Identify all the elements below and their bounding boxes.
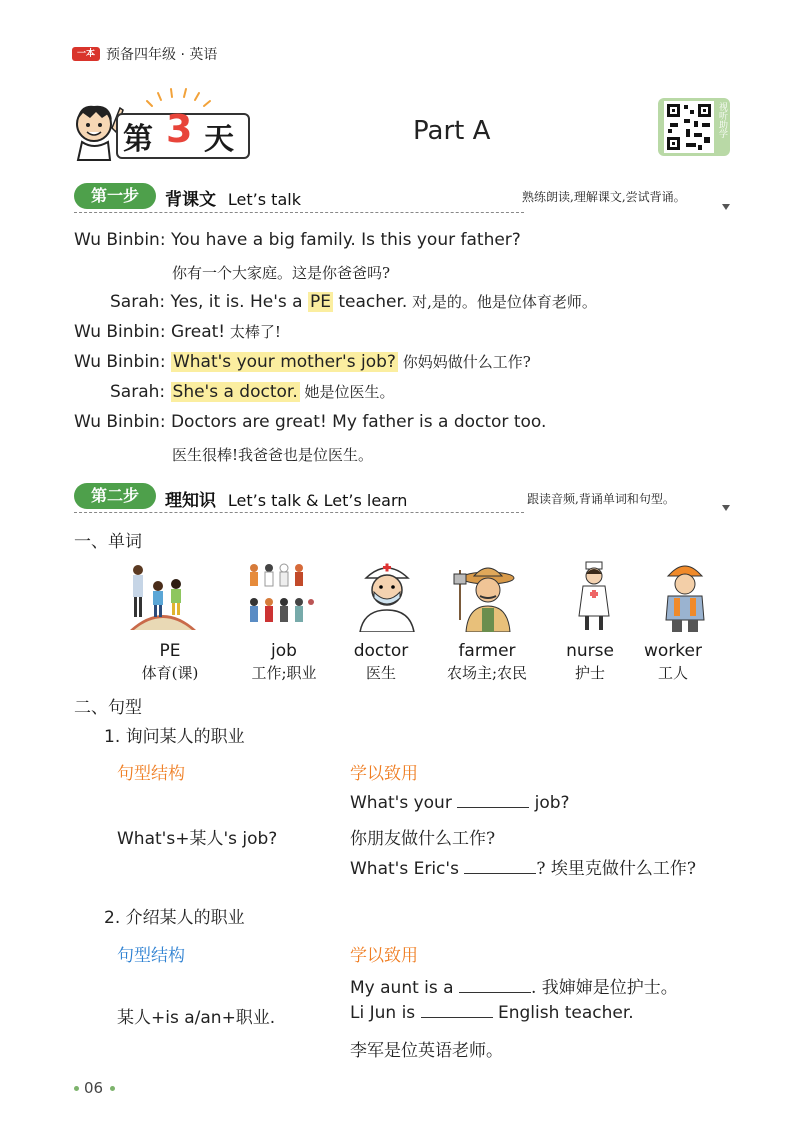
dialogue-text: You have a big family. Is this your father? (170, 230, 521, 250)
practice-translation: 李军是位英语老师。 (350, 1041, 503, 1061)
practice-text: Li Jun is (350, 1003, 421, 1023)
practice-translation: 你朋友做什么工作? (350, 829, 496, 849)
vocab-translation: 体育(课) (141, 664, 199, 682)
dialogue-line (74, 230, 521, 250)
step2-subtitle: Let’s talk & Let’s learn (227, 491, 408, 510)
page-dot-right (110, 1086, 115, 1091)
speaker: Sarah: (110, 292, 166, 312)
dialogue-line (74, 412, 546, 432)
practice-text: What's your (350, 793, 458, 813)
dialogue-line (74, 321, 281, 342)
step2-note: 跟读音频,背诵单词和句型。 (527, 492, 675, 506)
highlight-text: PE (309, 292, 331, 312)
step2-divider (74, 512, 524, 513)
dialogue-text: teacher. (332, 292, 408, 312)
sentences-heading: 二、句型 (74, 698, 142, 718)
dialogue-text: Yes, it is. He's a (170, 292, 308, 312)
step2-pill: 第二步 (74, 483, 156, 509)
qr-code-icon[interactable] (664, 101, 714, 153)
fill-blank[interactable] (459, 978, 531, 993)
vocab-translation: 农场主;农民 (446, 664, 528, 682)
day-label-prefix: 第 (123, 122, 153, 157)
step1-title-cn: 背课文 (165, 190, 216, 210)
vocab-word: farmer (458, 641, 516, 661)
fill-blank[interactable] (421, 1003, 493, 1018)
vocab-translation: 医生 (365, 664, 396, 682)
vocab-word: worker (644, 641, 702, 661)
brand-logo: 一本 (72, 47, 100, 61)
nurse-illustration-icon (559, 560, 629, 632)
speaker: Wu Binbin: (74, 230, 166, 250)
vocab-word: PE (159, 641, 181, 661)
triangle-marker-icon (722, 505, 730, 511)
part-title: Part A (413, 116, 491, 146)
practice-line (350, 973, 678, 998)
practice-line (350, 1003, 634, 1023)
speaker: Sarah: (110, 382, 166, 402)
pattern2-structure-label: 句型结构 (117, 946, 185, 966)
pe-illustration-icon (128, 560, 198, 632)
speaker: Wu Binbin: (74, 352, 166, 372)
step1-divider (74, 212, 524, 213)
vocab-translation: 工作;职业 (251, 664, 317, 682)
step1-note: 熟练朗读,理解课文,尝试背诵。 (522, 190, 686, 204)
page-number: 06 (84, 1079, 104, 1097)
speaker: Wu Binbin: (74, 412, 166, 432)
day-number: 3 (166, 107, 193, 151)
vocab-word: doctor (353, 641, 409, 661)
vocab-word: nurse (566, 641, 614, 661)
fill-blank[interactable] (457, 793, 529, 808)
pattern1-practice-label: 学以致用 (350, 764, 418, 784)
farmer-illustration-icon (452, 560, 522, 632)
step1-subtitle: Let’s talk (227, 190, 301, 209)
pattern2-structure: 某人+is a/an+职业. (117, 1008, 276, 1028)
pattern1-structure-label: 句型结构 (117, 764, 185, 784)
dialogue-translation: 太棒了! (225, 323, 281, 341)
dialogue-text: Doctors are great! My father is a doctor too. (170, 412, 547, 432)
page-dot-left (74, 1086, 79, 1091)
qr-label: 视听助学 (717, 102, 727, 138)
worker-illustration-icon (650, 560, 720, 632)
pattern1-structure: What's+某人's job? (117, 829, 278, 849)
day-label-suffix: 天 (204, 122, 234, 157)
fill-blank[interactable] (464, 859, 536, 874)
step1-pill: 第一步 (74, 183, 156, 209)
dialogue-translation: 你妈妈做什么工作? (397, 353, 531, 371)
step1-title (165, 185, 301, 210)
vocab-translation: 工人 (657, 664, 688, 682)
highlight-text: She's a doctor. (172, 382, 298, 402)
words-heading: 一、单词 (74, 532, 142, 552)
practice-text: English teacher. (492, 1003, 634, 1023)
vocab-translation: 护士 (574, 664, 605, 682)
doctor-illustration-icon (352, 560, 422, 632)
pattern1-heading: 1. 询问某人的职业 (104, 727, 245, 747)
speaker: Wu Binbin: (74, 322, 166, 342)
job-illustration-icon (246, 560, 316, 632)
step2-title (165, 486, 407, 511)
triangle-marker-icon (722, 204, 730, 210)
pattern2-heading: 2. 介绍某人的职业 (104, 908, 245, 928)
dialogue-translation: 你有一个大家庭。这是你爸爸吗? (172, 264, 391, 282)
dialogue-translation: 对,是的。他是位体育老师。 (407, 293, 597, 311)
vocab-word: job (271, 641, 297, 661)
dialogue-line (74, 351, 531, 372)
pattern2-practice-label: 学以致用 (350, 946, 418, 966)
practice-text: What's Eric's (350, 859, 465, 879)
dialogue-line (110, 291, 597, 312)
practice-line (350, 793, 570, 813)
practice-text: ? 埃里克做什么工作? (536, 859, 696, 879)
practice-text: job? (529, 793, 570, 813)
book-title: 预备四年级 · 英语 (106, 47, 218, 63)
step2-title-cn: 理知识 (165, 491, 216, 511)
dialogue-translation: 医生很棒!我爸爸也是位医生。 (172, 446, 374, 464)
dialogue-text: Great! (170, 322, 226, 342)
practice-line (350, 854, 696, 879)
dialogue-line (110, 381, 395, 402)
practice-text: . 我婶婶是位护士。 (530, 978, 678, 998)
practice-text: My aunt is a (350, 978, 459, 998)
highlight-text: What's your mother's job? (172, 352, 396, 372)
dialogue-translation: 她是位医生。 (299, 383, 395, 401)
